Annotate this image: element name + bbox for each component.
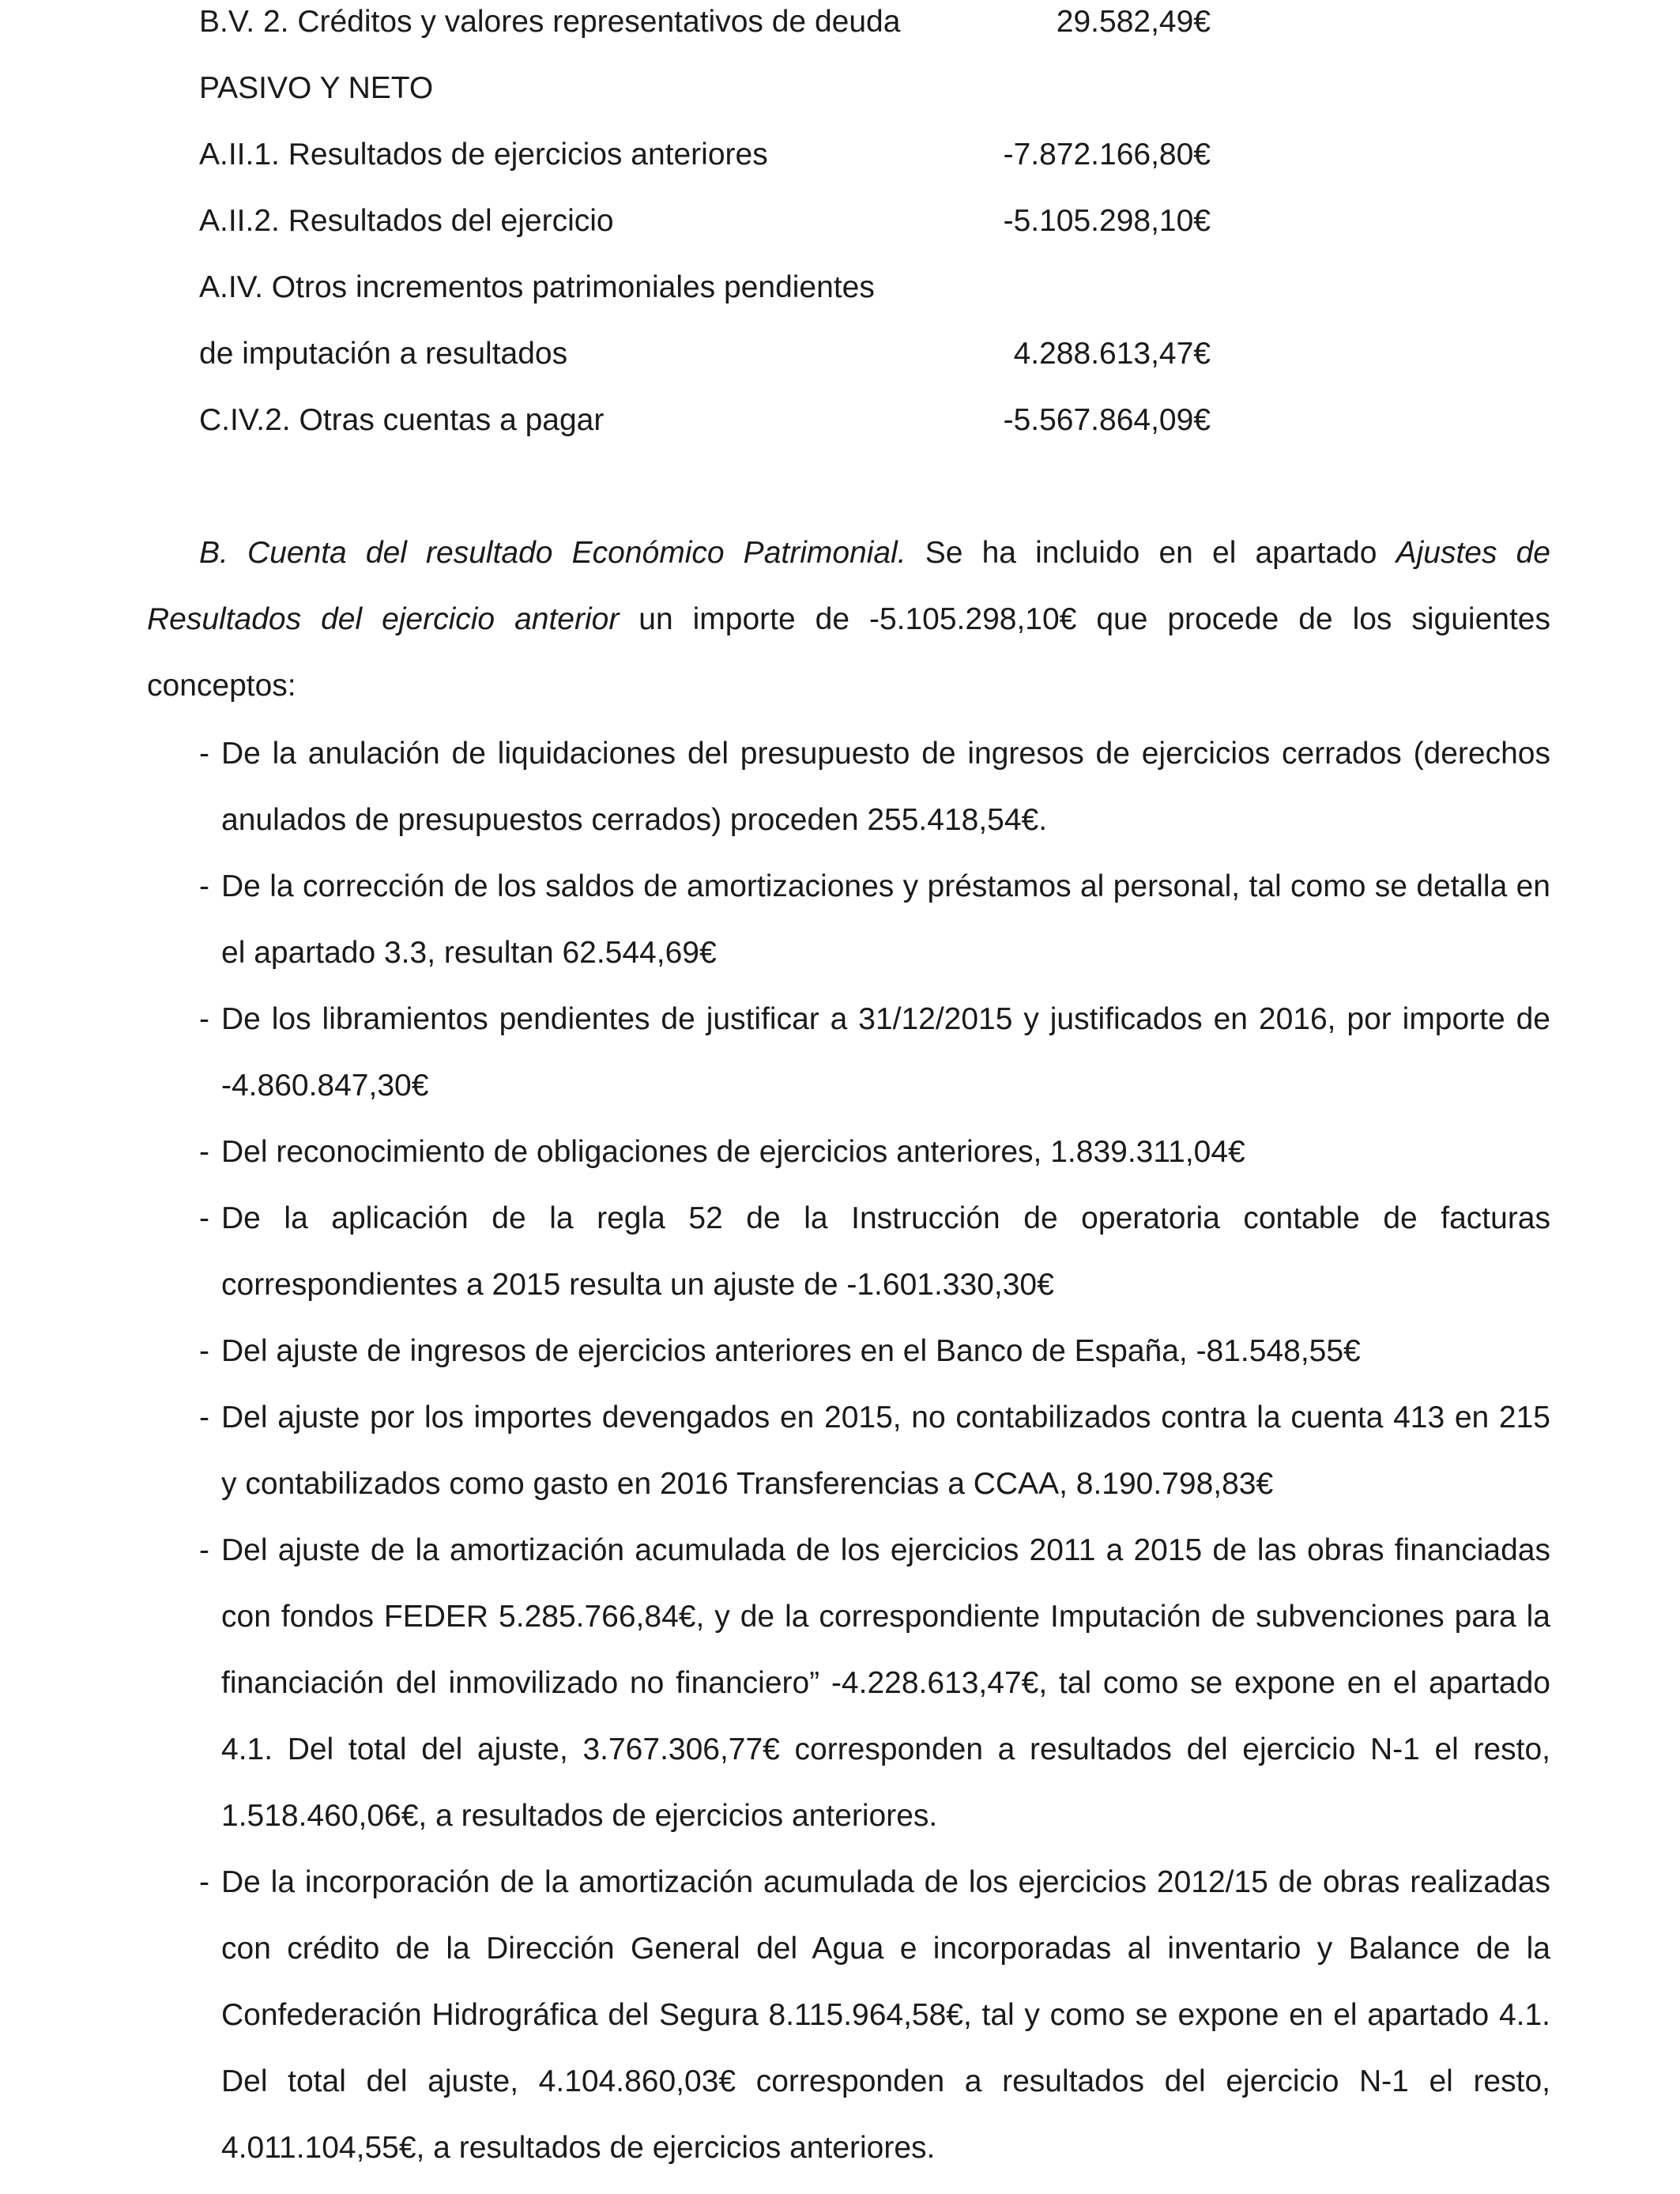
list-item-text: Del ajuste por los importes devengados en 2015, no contabilizados contra la cuenta 413 en 215 y contabilizados como gasto en 2016 Transferencias a CCAA, 8.190.798,83€: [221, 1400, 1550, 1501]
list-dash: -: [199, 1201, 209, 1235]
balance-row: [199, 321, 1211, 387]
section-b-reference: Ajustes de Resultados del ejercicio anterior: [147, 536, 1551, 636]
balance-row: [199, 122, 1211, 188]
list-item-text: De la anulación de liquidaciones del presupuesto de ingresos de ejercicios cerrados (derechos anulados de presupuestos cerrados) proceden 255.418,54€.: [221, 737, 1550, 837]
list-dash: -: [199, 869, 209, 903]
list-dash: -: [199, 737, 209, 771]
list-item: [199, 1119, 1550, 1186]
list-item-text: De la incorporación de la amortización acumulada de los ejercicios 2012/15 de obras realizadas con crédito de la Dirección General del Agua e incorporadas al inventario y Balance de la Confederación Hidrográfica del Segura 8.115.964,58€, tal y como se expone en el apartado 4.1. Del total del ajuste, 4.104.860,03€ corresponden a resultados del ejercicio N-1 el resto, 4.011.104,55€, a resultados de ejercicios anteriores.: [221, 1865, 1550, 2165]
list-item-text: De la corrección de los saldos de amortizaciones y préstamos al personal, tal como se detalla en el apartado 3.3, resultan 62.544,69€: [221, 869, 1550, 970]
list-item: [199, 1385, 1550, 1517]
balance-row-amount: 4.288.613,47€: [1013, 337, 1211, 371]
balance-row-label: PASIVO Y NETO: [199, 71, 434, 105]
section-b-text: un importe de -5.105.298,10€ que procede de los siguientes conceptos:: [147, 602, 1551, 703]
list-item: [199, 721, 1550, 854]
list-item-text: Del ajuste de ingresos de ejercicios anteriores en el Banco de España, -81.548,55€: [221, 1334, 1361, 1368]
balance-row-label: A.IV. Otros incrementos patrimoniales pendientes: [199, 270, 875, 304]
list-item: [199, 986, 1550, 1119]
balance-row-amount: -5.105.298,10€: [1003, 204, 1211, 238]
section-b-text: Se ha incluido en el apartado: [906, 536, 1396, 570]
balance-section-heading: [199, 55, 1211, 122]
balance-row-label: A.II.2. Resultados del ejercicio: [199, 204, 614, 238]
list-item: [199, 1517, 1550, 1849]
list-dash: -: [199, 1135, 209, 1169]
list-dash: -: [199, 1400, 209, 1434]
section-b-title: B. Cuenta del resultado Económico Patrimonial.: [199, 536, 906, 570]
balance-row-label: C.IV.2. Otras cuentas a pagar: [199, 403, 605, 437]
balance-row-amount: -7.872.166,80€: [1003, 138, 1211, 172]
list-item: [199, 1849, 1550, 2181]
list-item-text: Del reconocimiento de obligaciones de ejercicios anteriores, 1.839.311,04€: [221, 1135, 1245, 1169]
balance-row-amount: -5.567.864,09€: [1003, 403, 1211, 437]
list-dash: -: [199, 1334, 209, 1368]
list-item: [199, 854, 1550, 986]
list-item: [199, 1186, 1550, 1318]
list-item-text: De la aplicación de la regla 52 de la Instrucción de operatoria contable de facturas correspondientes a 2015 resulta un ajuste de -1.601.330,30€: [221, 1201, 1550, 1302]
balance-row: [199, 0, 1211, 55]
balance-row-amount: 29.582,49€: [1056, 5, 1211, 39]
balance-row: [199, 387, 1211, 454]
balance-row: [199, 188, 1211, 254]
list-item-text: Del ajuste de la amortización acumulada de los ejercicios 2011 a 2015 de las obras financiadas con fondos FEDER 5.285.766,84€, y de la correspondiente Imputación de subvenciones para la financiación del inmovilizado no financiero” -4.228.613,47€, tal como se expone en el apartado 4.1. Del total del ajuste, 3.767.306,77€ corresponden a resultados del ejercicio N-1 el resto, 1.518.460,06€, a resultados de ejercicios anteriores.: [221, 1533, 1550, 1833]
balance-row-label: de imputación a resultados: [199, 337, 568, 371]
list-dash: -: [199, 1533, 209, 1567]
balance-row: [199, 254, 1211, 321]
balance-row-label: A.II.1. Resultados de ejercicios anteriores: [199, 138, 768, 172]
concepts-list: [199, 721, 1550, 2181]
list-item-text: De los libramientos pendientes de justificar a 31/12/2015 y justificados en 2016, por importe de -4.860.847,30€: [221, 1002, 1550, 1103]
list-item: [199, 1318, 1550, 1385]
list-dash: -: [199, 1002, 209, 1036]
list-dash: -: [199, 1865, 209, 1899]
section-b-paragraph: [147, 520, 1550, 719]
balance-row-label: B.V. 2. Créditos y valores representativos de deuda: [199, 5, 901, 39]
